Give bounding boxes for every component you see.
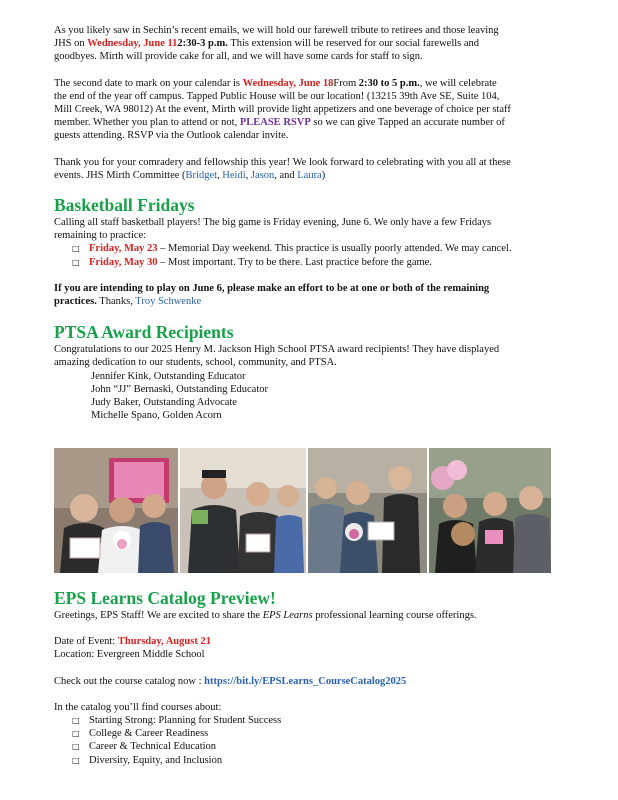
second-date-time: 2:30 to 5 p.m. xyxy=(358,77,420,89)
separator: , and xyxy=(274,169,298,181)
award-photo xyxy=(429,448,551,573)
ptsa-heading: PTSA Award Recipients xyxy=(54,322,234,343)
basketball-heading: Basketball Fridays xyxy=(54,195,195,216)
thanks-text: Thank you for your comradery and fellowship this year! We look forward to celebrating with you all at these xyxy=(54,156,511,168)
farewell-text: JHS on xyxy=(54,38,88,50)
separator: ) xyxy=(321,169,326,181)
committee-member-link[interactable]: Heidi xyxy=(222,169,246,181)
second-date-text: From xyxy=(333,77,359,89)
list-item xyxy=(54,754,566,767)
list-item xyxy=(54,740,566,753)
thanks-paragraph xyxy=(54,156,566,182)
second-date-text: , we will celebrate xyxy=(419,77,497,89)
list-item: Michelle Spano, Golden Acorn xyxy=(91,410,222,422)
eps-date-label: Date of Event: xyxy=(54,636,118,648)
eps-section xyxy=(54,588,566,767)
basketball-text: remaining to practice: xyxy=(54,230,147,242)
eps-date xyxy=(54,635,566,648)
separator: , xyxy=(245,169,251,181)
course-label: Career & Technical Education xyxy=(89,741,217,753)
list-item xyxy=(54,727,566,740)
basketball-intro xyxy=(54,216,566,242)
eps-date-value: Thursday, August 21 xyxy=(117,636,211,648)
committee-member-link[interactable]: Laura xyxy=(297,169,322,181)
practice-note: – Most important. Try to be there. Last practice before the game. xyxy=(157,256,432,268)
eps-catalog xyxy=(54,675,566,688)
list-item: Jennifer Kink, Outstanding Educator xyxy=(91,370,246,382)
eps-catalog-label: Check out the course catalog now : xyxy=(54,675,205,687)
farewell-date: Wednesday, June 11 xyxy=(87,38,178,50)
second-date-text: The second date to mark on your calendar is xyxy=(54,77,243,89)
farewell-text: As you likely saw in Sechin’s recent emails, we will hold our farewell tribute to retirees and those leaving xyxy=(54,25,499,36)
list-item xyxy=(54,714,566,727)
award-photo xyxy=(180,448,306,573)
second-date-paragraph xyxy=(54,77,566,143)
bullet-icon: □ xyxy=(72,755,80,765)
award-photo-strip xyxy=(54,448,551,573)
second-date-text: member. Whether you plan to attend or not, xyxy=(54,117,240,129)
ptsa-text: amazing dedication to our students, school, community, and PTSA. xyxy=(54,357,337,369)
second-date-text: the end of the year off campus. Tapped Public House will be our location! (13215 39th Ave SE, Suite 104, xyxy=(54,90,500,102)
course-label: Diversity, Equity, and Inclusion xyxy=(89,754,223,766)
list-item: John “JJ” Bernaski, Outstanding Educator xyxy=(91,383,269,395)
award-photo xyxy=(308,448,427,573)
course-label: College & Career Readiness xyxy=(89,728,209,740)
farewell-paragraph xyxy=(54,24,566,64)
ptsa-text: Congratulations to our 2025 Henry M. Jackson High School PTSA award recipients! They have displayed xyxy=(54,344,500,356)
catalog-link[interactable]: https://bit.ly/EPSLearns_CourseCatalog2025 xyxy=(204,675,407,687)
second-date-text: guests attending. RSVP via the Outlook calendar invite. xyxy=(54,130,289,142)
rsvp-emphasis: PLEASE RSVP xyxy=(239,117,311,129)
eps-location: Location: Evergreen Middle School xyxy=(54,649,205,661)
course-list xyxy=(54,714,566,767)
second-date-text: so we can give Tapped an accurate number of xyxy=(310,117,505,129)
committee-member-link[interactable]: Bridget xyxy=(185,169,218,181)
practice-note: – Memorial Day weekend. This practice is usually poorly attended. We may cancel. xyxy=(157,243,512,255)
eps-heading: EPS Learns Catalog Preview! xyxy=(54,588,276,608)
list-item xyxy=(54,256,566,269)
course-label: Starting Strong: Planning for Student Success xyxy=(89,715,282,727)
newsletter-page xyxy=(54,24,566,422)
ptsa-intro xyxy=(54,343,566,369)
list-item xyxy=(54,242,566,255)
bullet-icon: □ xyxy=(72,716,80,726)
eps-courses-intro: In the catalog you’ll find courses about: xyxy=(54,701,222,713)
practice-list xyxy=(54,242,566,268)
eps-greeting xyxy=(54,609,566,622)
separator: , xyxy=(217,169,223,181)
basketball-note-text: If you are intending to play on June 6, please make an effort to be at one or both of the remaining xyxy=(54,282,490,294)
bullet-icon: □ xyxy=(72,729,80,739)
farewell-text: goodbyes. Mirth will provide cake for all, and we will have some cards for staff to sign. xyxy=(54,51,423,63)
recipient-list xyxy=(54,370,566,423)
basketball-note-text: practices. xyxy=(54,296,97,308)
basketball-thanks: Thanks, xyxy=(99,296,136,308)
eps-text: Greetings, EPS Staff! We are excited to share the xyxy=(54,610,263,621)
second-date-date: Wednesday, June 18 xyxy=(242,77,334,89)
eps-text: professional learning course offerings. xyxy=(312,610,477,621)
practice-date: Friday, May 23 xyxy=(89,243,158,255)
committee-member-link[interactable]: Jason xyxy=(250,169,275,181)
practice-date: Friday, May 30 xyxy=(89,256,158,268)
basketball-note xyxy=(54,282,566,308)
contact-link[interactable]: Troy Schwenke xyxy=(135,296,202,308)
award-photo xyxy=(54,448,178,573)
thanks-text: events. JHS Mirth Committee ( xyxy=(54,169,186,181)
bullet-icon: □ xyxy=(72,742,80,752)
basketball-text: Calling all staff basketball players! The big game is Friday evening, June 6. We only have a few Fridays xyxy=(54,217,492,229)
second-date-text: Mill Creek, WA 98012) At the event, Mirth will provide light appetizers and one beverage of choice per staff xyxy=(54,104,511,116)
bullet-icon: □ xyxy=(72,257,80,267)
farewell-text: This extension will be reserved for our social farewells and xyxy=(227,38,480,50)
list-item: Judy Baker, Outstanding Advocate xyxy=(91,397,237,409)
eps-text: EPS Learns xyxy=(262,610,313,621)
bullet-icon: □ xyxy=(72,244,80,254)
farewell-time: 2:30-3 p.m. xyxy=(177,38,228,50)
